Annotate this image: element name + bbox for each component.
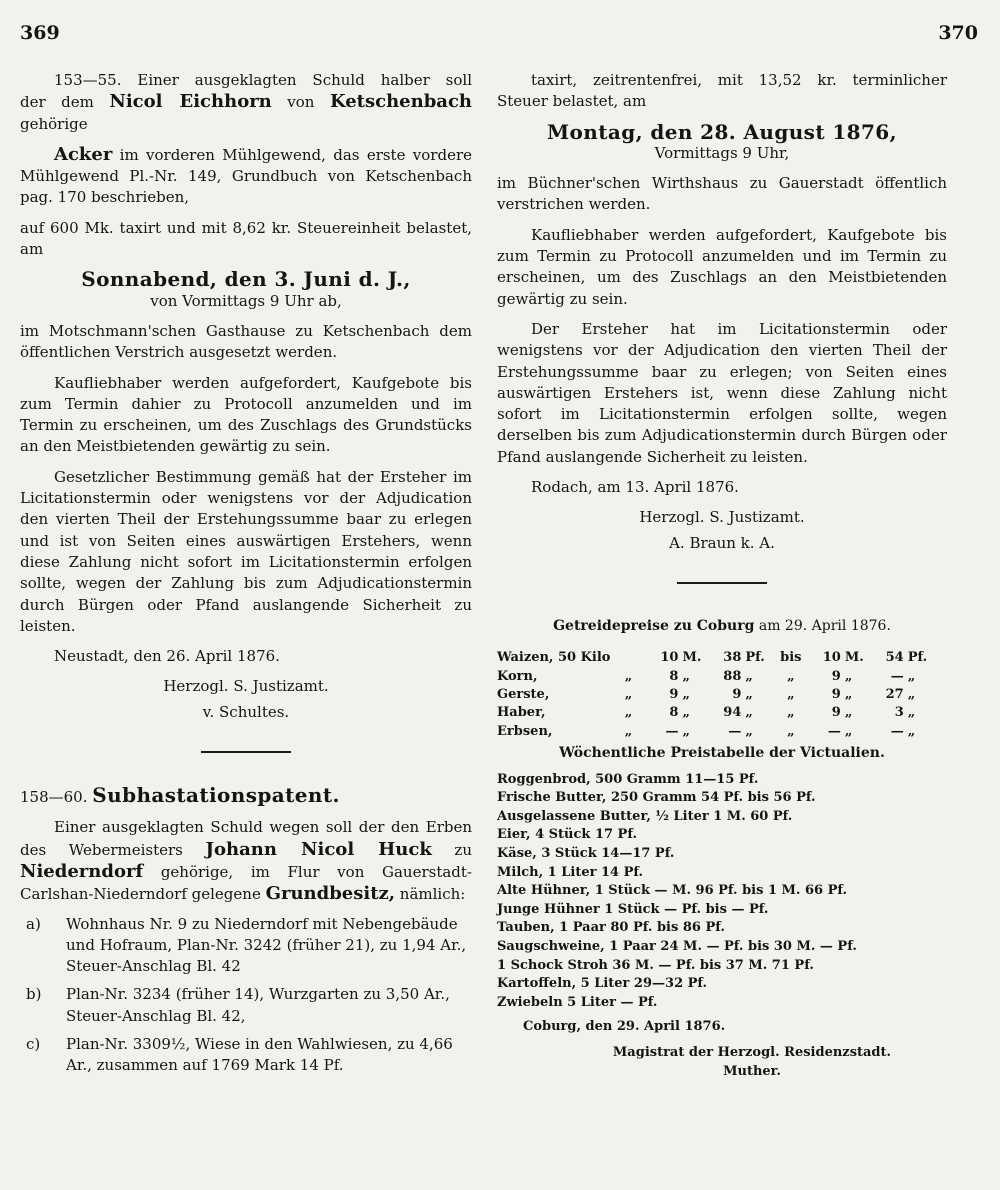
- table-cell: [610, 649, 646, 667]
- notice-158-time: Vormittags 9 Uhr,: [654, 143, 790, 162]
- table-cell: „: [624, 668, 633, 684]
- list-item: Junge Hühner 1 Stück — Pf. bis — Pf.: [497, 901, 769, 917]
- list-item: Alte Hühner, 1 Stück — M. 96 Pf. bis 1 M. 66 Pf.: [497, 883, 848, 899]
- victuals-title: Wöchentliche Preistabelle der Victualien.: [559, 745, 885, 762]
- table-cell: „: [907, 723, 916, 739]
- table-cell: „: [745, 668, 753, 684]
- left-column: [20, 70, 472, 1084]
- table-cell: „: [787, 705, 795, 721]
- notice-153-time: von Vormittags 9 Uhr ab,: [150, 291, 342, 310]
- table-cell: 10: [660, 650, 679, 666]
- table-cell: M.: [844, 650, 864, 666]
- table-cell: „: [745, 705, 753, 721]
- notice-158-date: Montag, den 28. August 1876,: [547, 119, 897, 144]
- notice-153-line3: gehörige: [20, 114, 88, 133]
- table-cell: „: [745, 723, 753, 739]
- grain-prices-title: Getreidepreise zu Coburg am 29. April 1876.: [553, 617, 891, 634]
- list-item: a) Wohnhaus Nr. 9 zu Niederndorf mit Nebengebäude und Hofraum, Plan-Nr. 3242 (früher 21), zu 1,94 Ar., Steuer-Anschlag Bl. 42: [26, 914, 467, 976]
- table-cell: „: [844, 723, 853, 739]
- table-cell: Korn,: [497, 668, 538, 684]
- table-cell: „: [624, 687, 633, 703]
- grain-price-table: [497, 649, 935, 741]
- table-cell: Waizen, 50 Kilo: [497, 650, 611, 666]
- table-cell: —: [728, 723, 742, 739]
- table-cell: „: [844, 668, 853, 684]
- notice-153-place-date: Neustadt, den 26. April 1876.: [54, 647, 280, 666]
- table-cell: „: [624, 705, 633, 721]
- table-cell: „: [844, 705, 853, 721]
- table-row: [497, 686, 935, 704]
- notice-153-venue: im Motschmann'schen Gasthause zu Ketschenbach dem öffentlichen Verstrich ausgesetzt werden.: [20, 321, 472, 362]
- table-cell: —: [890, 723, 904, 739]
- owner-name: Nicol Eichhorn: [109, 91, 272, 113]
- table-cell: „: [745, 687, 753, 703]
- notice-153-court: Herzogl. S. Justizamt.: [163, 677, 329, 696]
- table-cell: —: [890, 668, 904, 684]
- table-cell: „: [787, 723, 795, 739]
- notice-158-title: Subhastationspatent.: [92, 783, 340, 808]
- right-column: [497, 70, 947, 1081]
- list-item: Milch, 1 Liter 14 Pf.: [497, 864, 644, 880]
- table-cell: —: [827, 723, 841, 739]
- table-cell: 94: [723, 705, 742, 721]
- table-cell: 9: [831, 705, 841, 721]
- table-row: [497, 649, 935, 667]
- list-item: Saugschweine, 1 Paar 24 M. — Pf. bis 30 M. — Pf.: [497, 938, 857, 954]
- table-cell: „: [787, 687, 795, 703]
- table-cell: Erbsen,: [497, 723, 553, 739]
- notice-153-line2: der dem Nicol Eichhorn von Ketschenbach: [20, 91, 473, 113]
- table-cell: 27: [885, 687, 904, 703]
- table-cell: „: [682, 723, 690, 739]
- list-item: c) Plan-Nr. 3309½, Wiese in den Wahlwiesen, zu 4,66 Ar., zusammen auf 1769 Mark 14 Pf.: [26, 1034, 453, 1075]
- notice-158-bidders: Kaufliebhaber werden aufgefordert, Kaufgebote bis zum Termin zu Protocoll anzumelden und im Termin zu erscheinen, um des Zuschlags an den Meistbietenden gewärtig zu sein.: [497, 225, 947, 308]
- table-cell: 38: [723, 650, 742, 666]
- table-cell: Pf.: [907, 650, 928, 666]
- owner-place: Ketschenbach: [329, 91, 473, 113]
- table-row: [497, 704, 935, 722]
- list-item: Zwiebeln 5 Liter — Pf.: [497, 994, 658, 1010]
- table-cell: 3: [894, 705, 904, 721]
- table-cell: bis: [780, 650, 802, 666]
- list-item: 1 Schock Stroh 36 M. — Pf. bis 37 M. 71 Pf.: [497, 957, 814, 973]
- victuals-list: [497, 771, 947, 1013]
- table-cell: Haber,: [497, 705, 546, 721]
- notice-158-terms: Der Ersteher hat im Licitationstermin oder wenigstens vor der Adjudication den vierten Theil der Erstehungssumme baar zu erlegen; von Seiten eines auswärtigen Erstehers ist, wenn diese Zahlung nicht sofort im Licitationstermin erfolgen sollte, wegen derselben bis zum Adjudicationstermin durch Bürgen oder Pfand auslangende Sicherheit zu leisten.: [497, 319, 947, 466]
- table-cell: „: [682, 687, 690, 703]
- table-cell: 9: [831, 668, 841, 684]
- list-item: Kartoffeln, 5 Liter 29—32 Pf.: [497, 976, 708, 992]
- table-cell: 10: [822, 650, 841, 666]
- notice-153-parcel: Acker im vorderen Mühlgewend, das erste vordere Mühlgewend Pl.-Nr. 149, Grundbuch von Ketschenbach pag. 170 beschrieben,: [20, 143, 472, 207]
- list-item: Tauben, 1 Paar 80 Pf. bis 86 Pf.: [497, 920, 725, 936]
- parcel-list: [20, 914, 472, 1077]
- table-cell: „: [787, 668, 795, 684]
- victuals-place-date: Coburg, den 29. April 1876.: [523, 1019, 726, 1035]
- table-cell: „: [682, 705, 690, 721]
- list-item: b) Plan-Nr. 3234 (früher 14), Wurzgarten zu 3,50 Ar., Steuer-Anschlag Bl. 42,: [26, 985, 450, 1025]
- notice-158-body: Einer ausgeklagten Schuld wegen soll der den Erben des Webermeisters Johann Nicol Huck zu Niederndorf gehörige, im Flur von Gauerstadt-Carlshan-Niederndorf gelegene Grundbesitz, nämlich:: [20, 818, 472, 905]
- list-item: Roggenbrod, 500 Gramm 11—15 Pf.: [497, 771, 759, 787]
- magistrat: Magistrat der Herzogl. Residenzstadt. Muther.: [612, 1044, 892, 1079]
- table-cell: 8: [669, 668, 679, 684]
- table-cell: „: [844, 687, 853, 703]
- section-divider: [201, 751, 291, 753]
- table-cell: „: [907, 705, 916, 721]
- list-item: Käse, 3 Stück 14—17 Pf.: [497, 845, 675, 861]
- table-row: [497, 668, 935, 686]
- notice-158-heading: 158—60. Subhastationspatent.: [20, 783, 340, 808]
- notice-158-signature: A. Braun k. A.: [669, 533, 775, 552]
- table-cell: 8: [669, 705, 679, 721]
- table-cell: Pf.: [745, 650, 765, 666]
- table-cell: „: [682, 668, 690, 684]
- table-cell: 54: [885, 650, 904, 666]
- list-item: Ausgelassene Butter, ½ Liter 1 M. 60 Pf.: [497, 808, 793, 824]
- table-cell: 9: [732, 687, 742, 703]
- notice-153-valuation: auf 600 Mk. taxirt und mit 8,62 kr. Steuereinheit belastet, am: [20, 218, 472, 259]
- notice-158-continued: taxirt, zeitrentenfrei, mit 13,52 kr. terminlicher Steuer belastet, am: [497, 71, 947, 111]
- table-cell: 9: [831, 687, 841, 703]
- table-cell: —: [665, 723, 679, 739]
- notice-153-terms: Gesetzlicher Bestimmung gemäß hat der Ersteher im Licitationstermin oder wenigstens vor der Adjudication den vierten Theil der Erstehungssumme baar zu erlegen und ist von Seiten eines auswärtigen Erstehers, wenn diese Zahlung nicht sofort im Licitationstermin erfolgen sollte, wegen der Zahlung bis zum Adjudicationstermin durch Bürgen oder Pfand auslangende Sicherheit zu leisten.: [20, 467, 472, 635]
- notice-158-court: Herzogl. S. Justizamt.: [639, 508, 805, 527]
- page-number-left: 369: [20, 22, 60, 44]
- table-cell: „: [624, 723, 633, 739]
- list-item: Frische Butter, 250 Gramm 54 Pf. bis 56 Pf.: [497, 790, 816, 806]
- table-row: [497, 723, 935, 741]
- notice-153-date: Sonnabend, den 3. Juni d. J.,: [81, 267, 411, 292]
- page-number-right: 370: [938, 22, 978, 44]
- notice-153-signature: v. Schultes.: [202, 702, 290, 721]
- table-cell: M.: [682, 650, 702, 666]
- notice-153-line1: 153—55. Einer ausgeklagten Schuld halber soll: [54, 71, 472, 89]
- table-cell: „: [907, 668, 916, 684]
- notice-158-venue: im Büchner'schen Wirthshaus zu Gauerstadt öffentlich verstrichen werden.: [497, 174, 947, 214]
- section-divider: [677, 582, 767, 584]
- list-item: Eier, 4 Stück 17 Pf.: [497, 827, 637, 843]
- table-cell: 88: [723, 668, 742, 684]
- notice-153-bidders: Kaufliebhaber werden aufgefordert, Kaufgebote bis zum Termin dahier zu Protocoll anzumelden und im Termin zu erscheinen, um des Zuschlags des Grundstücks an den Meistbietenden gewärtig zu sein.: [20, 373, 472, 456]
- table-cell: „: [907, 687, 916, 703]
- notice-158-place-date: Rodach, am 13. April 1876.: [531, 478, 739, 497]
- table-cell: 9: [669, 687, 679, 703]
- table-cell: Gerste,: [497, 687, 550, 703]
